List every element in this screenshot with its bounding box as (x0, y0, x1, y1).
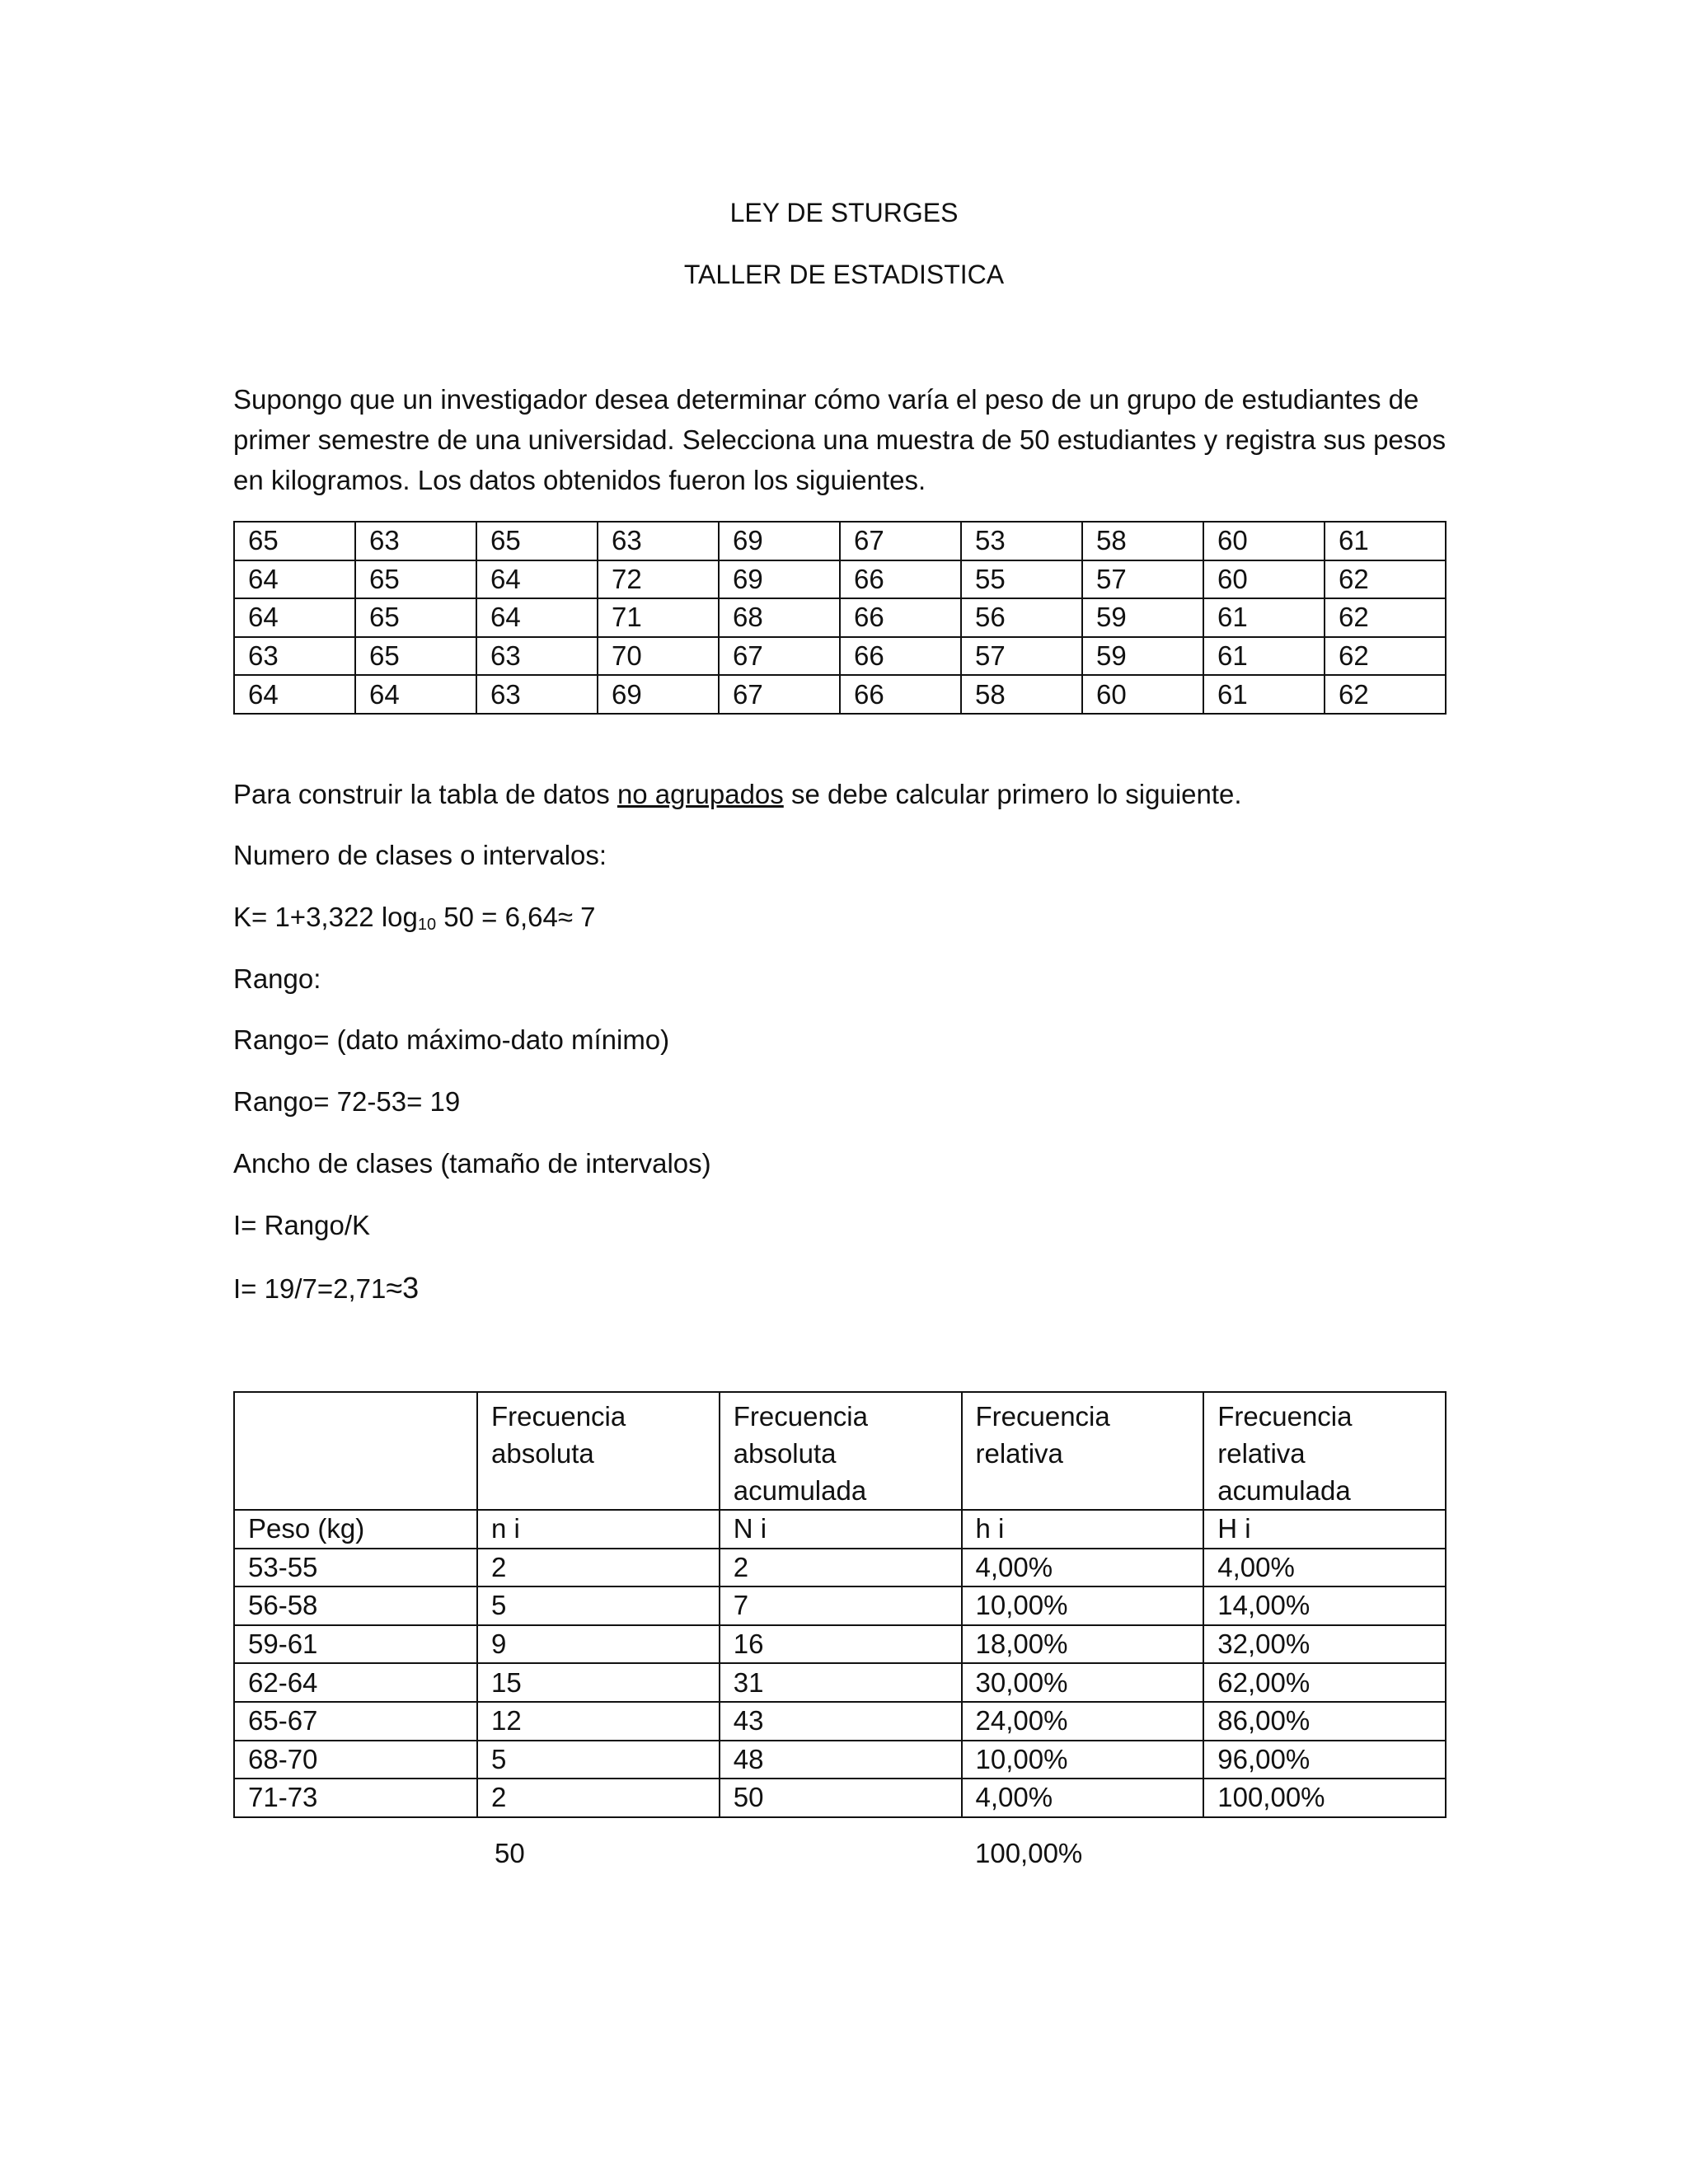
raw-data-cell: 65 (234, 522, 355, 560)
raw-data-cell: 53 (961, 522, 1082, 560)
frequency-row-cell: 14,00% (1203, 1586, 1446, 1625)
frequency-row-cell: 56-58 (234, 1586, 477, 1625)
raw-data-cell: 63 (476, 675, 598, 714)
frequency-row-cell: 30,00% (962, 1663, 1204, 1702)
frequency-row-cell: 32,00% (1203, 1625, 1446, 1664)
sturges-formula (233, 902, 595, 935)
frequency-row-cell: 59-61 (234, 1625, 477, 1664)
raw-data-cell: 64 (234, 560, 355, 599)
frequency-row-cell: 10,00% (962, 1586, 1204, 1625)
frequency-table (233, 1391, 1447, 1818)
frequency-row-cell: 18,00% (962, 1625, 1204, 1664)
frequency-row-cell: 16 (720, 1625, 962, 1664)
frequency-row-cell: 4,00% (962, 1549, 1204, 1587)
raw-data-cell: 64 (234, 598, 355, 637)
frequency-row-cell: 100,00% (1203, 1779, 1446, 1817)
frequency-header-row-cell: Frecuencia relativa acumulada (1203, 1392, 1446, 1510)
raw-data-cell: 66 (840, 598, 961, 637)
frequency-row-cell: 10,00% (962, 1741, 1204, 1779)
frequency-header-row-cell: Frecuencia absoluta acumulada (720, 1392, 962, 1510)
raw-data-cell: 58 (1082, 522, 1203, 560)
frequency-row-cell: 43 (720, 1702, 962, 1741)
raw-data-row (234, 675, 1446, 714)
raw-data-cell: 62 (1325, 560, 1446, 599)
frequency-symbol-row-cell: n i (477, 1510, 720, 1549)
raw-data-cell: 72 (598, 560, 719, 599)
range-value: Rango= 72-53= 19 (233, 1086, 461, 1117)
total-relative-frequency: 100,00% (975, 1838, 1083, 1868)
raw-data-cell: 67 (719, 637, 840, 676)
frequency-row (234, 1586, 1446, 1625)
raw-data-cell: 64 (476, 598, 598, 637)
raw-data-cell: 58 (961, 675, 1082, 714)
raw-data-cell: 61 (1203, 598, 1325, 637)
raw-data-cell: 64 (234, 675, 355, 714)
frequency-row-cell: 7 (720, 1586, 962, 1625)
raw-data-cell: 57 (961, 637, 1082, 676)
raw-data-cell: 67 (840, 522, 961, 560)
raw-data-cell: 61 (1203, 675, 1325, 714)
raw-data-row (234, 522, 1446, 560)
raw-data-cell: 65 (355, 560, 476, 599)
frequency-row-cell: 48 (720, 1741, 962, 1779)
raw-data-row (234, 598, 1446, 637)
frequency-row (234, 1625, 1446, 1664)
raw-data-cell: 57 (1082, 560, 1203, 599)
frequency-row-cell: 5 (477, 1741, 720, 1779)
raw-data-cell: 65 (355, 637, 476, 676)
instruction-underlined-text: no agrupados (617, 779, 784, 809)
document-subtitle: TALLER DE ESTADISTICA (683, 260, 1005, 289)
raw-data-cell: 62 (1325, 637, 1446, 676)
frequency-row-cell: 4,00% (962, 1779, 1204, 1817)
sturges-formula-end: 50 = 6,64≈ 7 (436, 902, 596, 932)
frequency-row (234, 1741, 1446, 1779)
frequency-row-cell: 9 (477, 1625, 720, 1664)
frequency-row-cell: 15 (477, 1663, 720, 1702)
sturges-formula-start: K= 1+3,322 log (233, 902, 418, 932)
frequency-row-cell: 24,00% (962, 1702, 1204, 1741)
raw-data-cell: 64 (476, 560, 598, 599)
intro-paragraph: Supongo que un investigador desea determinar cómo varía el peso de un grupo de estudiantes de primer semestre de una universidad. Selecciona una muestra de 50 estudiantes y registra sus pesos en kilogramos. Los datos obtenidos fueron los siguientes. (233, 384, 1447, 495)
raw-data-cell: 70 (598, 637, 719, 676)
raw-data-row (234, 560, 1446, 599)
frequency-row-cell: 68-70 (234, 1741, 477, 1779)
frequency-row-cell: 5 (477, 1586, 720, 1625)
raw-data-cell: 63 (355, 522, 476, 560)
class-width-approx: ≈3 (386, 1271, 420, 1305)
raw-data-cell: 63 (234, 637, 355, 676)
raw-data-cell: 61 (1203, 637, 1325, 676)
raw-data-cell: 63 (476, 637, 598, 676)
raw-data-cell: 60 (1203, 560, 1325, 599)
raw-data-row (234, 637, 1446, 676)
raw-data-cell: 71 (598, 598, 719, 637)
raw-data-cell: 65 (355, 598, 476, 637)
raw-data-cell: 59 (1082, 598, 1203, 637)
frequency-row-cell: 65-67 (234, 1702, 477, 1741)
frequency-row-cell: 2 (477, 1549, 720, 1587)
frequency-symbol-row-cell: H i (1203, 1510, 1446, 1549)
raw-data-cell: 68 (719, 598, 840, 637)
raw-data-cell: 66 (840, 675, 961, 714)
instruction-text-end: se debe calcular primero lo siguiente. (783, 779, 1242, 809)
raw-data-cell: 66 (840, 560, 961, 599)
raw-data-cell: 69 (598, 675, 719, 714)
range-heading: Rango: (233, 963, 321, 994)
class-width-value (233, 1271, 419, 1305)
class-width-value-text: I= 19/7=2,71 (233, 1273, 387, 1304)
frequency-row-cell: 62-64 (234, 1663, 477, 1702)
raw-data-cell: 69 (719, 560, 840, 599)
frequency-row-cell: 4,00% (1203, 1549, 1446, 1587)
frequency-row-cell: 31 (720, 1663, 962, 1702)
raw-data-cell: 56 (961, 598, 1082, 637)
raw-data-cell: 64 (355, 675, 476, 714)
frequency-row (234, 1779, 1446, 1817)
raw-data-cell: 69 (719, 522, 840, 560)
frequency-row-cell: 53-55 (234, 1549, 477, 1587)
frequency-row-cell: 2 (720, 1549, 962, 1587)
frequency-row (234, 1549, 1446, 1587)
frequency-row-cell: 71-73 (234, 1779, 477, 1817)
total-absolute-frequency: 50 (495, 1838, 525, 1868)
frequency-header-row-cell (234, 1392, 477, 1510)
class-width-heading: Ancho de clases (tamaño de intervalos) (233, 1148, 711, 1179)
frequency-symbol-row-cell: N i (720, 1510, 962, 1549)
raw-data-cell: 66 (840, 637, 961, 676)
frequency-header-row-cell: Frecuencia relativa (962, 1392, 1204, 1510)
frequency-row (234, 1663, 1446, 1702)
raw-data-cell: 61 (1325, 522, 1446, 560)
frequency-row (234, 1702, 1446, 1741)
raw-data-cell: 67 (719, 675, 840, 714)
log-base-subscript: 10 (417, 916, 437, 934)
frequency-row-cell: 12 (477, 1702, 720, 1741)
raw-data-cell: 62 (1325, 675, 1446, 714)
raw-data-cell: 59 (1082, 637, 1203, 676)
instruction-text-start: Para construir la tabla de datos (233, 779, 617, 809)
instruction-line (233, 779, 1242, 810)
frequency-symbol-row (234, 1510, 1446, 1549)
raw-data-cell: 60 (1203, 522, 1325, 560)
frequency-header-row (234, 1392, 1446, 1510)
raw-data-cell: 60 (1082, 675, 1203, 714)
classes-heading: Numero de clases o intervalos: (233, 840, 607, 870)
frequency-row-cell: 62,00% (1203, 1663, 1446, 1702)
range-formula: Rango= (dato máximo-dato mínimo) (233, 1024, 670, 1055)
raw-data-cell: 63 (598, 522, 719, 560)
class-width-formula: I= Rango/K (233, 1210, 371, 1240)
raw-data-cell: 55 (961, 560, 1082, 599)
raw-data-cell: 65 (476, 522, 598, 560)
frequency-symbol-row-cell: Peso (kg) (234, 1510, 477, 1549)
document-title: LEY DE STURGES (729, 198, 959, 227)
raw-data-cell: 62 (1325, 598, 1446, 637)
frequency-symbol-row-cell: h i (962, 1510, 1204, 1549)
frequency-header-row-cell: Frecuencia absoluta (477, 1392, 720, 1510)
raw-data-table (233, 521, 1447, 715)
frequency-row-cell: 96,00% (1203, 1741, 1446, 1779)
frequency-row-cell: 2 (477, 1779, 720, 1817)
frequency-row-cell: 50 (720, 1779, 962, 1817)
frequency-row-cell: 86,00% (1203, 1702, 1446, 1741)
